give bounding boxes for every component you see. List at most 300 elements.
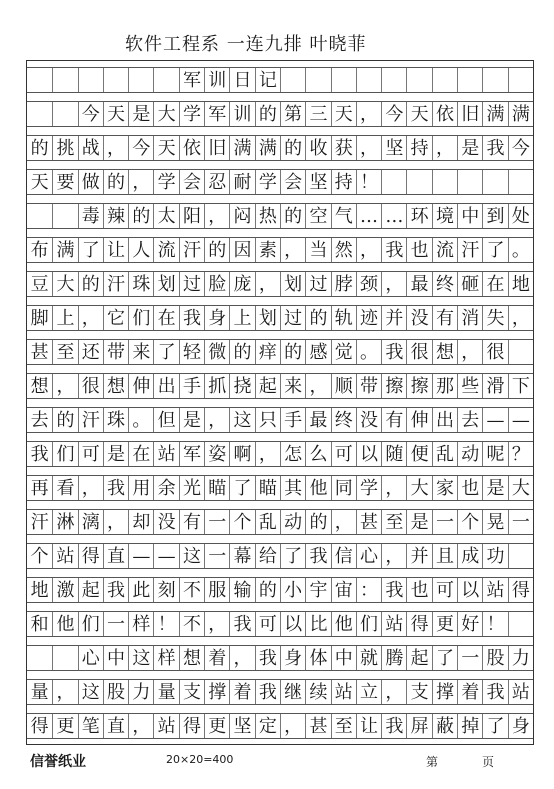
grid-cell: 中: [331, 646, 356, 670]
grid-cell: 甚: [30, 342, 49, 363]
grid-cell: ，: [331, 510, 356, 534]
grid-format-label: 20×20=400: [166, 753, 234, 766]
grid-cell: 消: [457, 306, 482, 330]
grid-cell: 站: [153, 442, 178, 466]
grid-cell: 宇: [305, 578, 330, 602]
grid-cell: 训: [229, 102, 254, 126]
grid-cell: 来: [280, 374, 305, 398]
grid-cell: 得: [508, 578, 533, 602]
grid-cell: 旧: [457, 102, 482, 126]
grid-cell: 最: [406, 272, 431, 296]
grid-cell: ，: [381, 680, 406, 704]
grid-cell: 轻: [179, 340, 204, 364]
grid-cell: 也: [457, 476, 482, 500]
grid-cell: 晃: [482, 510, 507, 534]
grid-cell: 的: [78, 272, 103, 296]
grid-cell: 一: [204, 510, 229, 534]
grid-cell: 庞: [229, 272, 254, 296]
grid-cell: 股: [103, 680, 128, 704]
grid-cell: 的: [204, 238, 229, 262]
grid-cell: 军: [204, 102, 229, 126]
grid-cell: 划: [280, 272, 305, 296]
grid-cell: 擦: [381, 374, 406, 398]
grid-cell: [457, 68, 482, 92]
grid-cell: [406, 170, 431, 194]
grid-cell: 毒: [78, 204, 103, 228]
grid-cell: 流: [432, 238, 457, 262]
grid-cell: 我: [229, 612, 254, 636]
grid-cell: 了: [153, 340, 178, 364]
grid-cell: 三: [305, 102, 330, 126]
grid-cell: 挑: [52, 136, 77, 160]
grid-cell: 用: [128, 476, 153, 500]
grid-row: [27, 101, 533, 127]
grid-cell: —: [153, 544, 178, 568]
grid-cell: 伸: [128, 374, 153, 398]
grid-cell: 幕: [229, 544, 254, 568]
grid-cell: 地: [508, 272, 533, 296]
grid-cell: 收: [305, 136, 330, 160]
grid-cell: 划: [153, 272, 178, 296]
grid-cell: 身: [280, 646, 305, 670]
grid-cell: 抓: [204, 374, 229, 398]
grid-cell: [27, 204, 52, 228]
grid-cell: 是: [103, 442, 128, 466]
grid-cell: [508, 340, 533, 364]
grid-row: [27, 509, 533, 535]
grid-cell: ，: [128, 714, 153, 738]
grid-row: [27, 305, 533, 331]
grid-cell: 汗: [179, 238, 204, 262]
grid-cell: ，: [356, 102, 381, 126]
grid-cell: —: [508, 408, 533, 432]
grid-cell: 以: [280, 612, 305, 636]
grid-cell: 腾: [381, 646, 406, 670]
grid-cell: 动: [457, 442, 482, 466]
grid-cell: 在: [128, 442, 153, 466]
grid-cell: 有: [432, 306, 457, 330]
grid-cell: 军: [179, 442, 204, 466]
grid-cell: [482, 68, 507, 92]
grid-cell: 痒: [255, 340, 280, 364]
grid-cell: 坚: [229, 714, 254, 738]
grid-cell: 站: [381, 612, 406, 636]
grid-row: [27, 135, 533, 161]
grid-cell: 是: [406, 510, 431, 534]
grid-cell: 的: [229, 340, 254, 364]
grid-cell: 这: [179, 544, 204, 568]
grid-cell: 很: [406, 340, 431, 364]
grid-cell: 满: [482, 102, 507, 126]
grid-cell: ，: [457, 340, 482, 364]
grid-cell: 我: [305, 544, 330, 568]
grid-cell: 撑: [432, 680, 457, 704]
grid-cell: 砸: [457, 272, 482, 296]
grid-cell: 甚: [356, 510, 381, 534]
grid-cell: 持: [406, 136, 431, 160]
grid-cell: 顺: [331, 374, 356, 398]
grid-cell: 这: [78, 680, 103, 704]
grid-cell: 境: [432, 204, 457, 228]
grid-cell: [457, 170, 482, 194]
grid-cell: 天: [406, 102, 431, 126]
grid-cell: —: [128, 544, 153, 568]
grid-cell: 续: [305, 680, 330, 704]
grid-cell: 更: [52, 714, 77, 738]
grid-cell: 汗: [457, 238, 482, 262]
grid-cell: 划: [255, 306, 280, 330]
grid-cell: 的: [255, 578, 280, 602]
grid-cell: 么: [305, 442, 330, 466]
grid-cell: 以: [356, 442, 381, 466]
grid-cell: [381, 68, 406, 92]
grid-cell: 瞄: [255, 476, 280, 500]
grid-cell: 也: [406, 238, 431, 262]
grid-cell: 到: [482, 204, 507, 228]
grid-cell: 随: [381, 442, 406, 466]
grid-cell: 处: [508, 204, 533, 228]
grid-cell: 呢: [482, 442, 507, 466]
grid-cell: 汗: [78, 408, 103, 432]
grid-cell: 功: [482, 544, 507, 568]
grid-cell: 怎: [280, 442, 305, 466]
grid-cell: 大: [406, 476, 431, 500]
grid-cell: 终: [432, 272, 457, 296]
grid-cell: 地: [30, 580, 49, 601]
grid-cell: ，: [381, 476, 406, 500]
grid-cell: 想: [30, 376, 49, 397]
grid-cell: 大: [153, 102, 178, 126]
grid-cell: 并: [381, 306, 406, 330]
grid-cell: [482, 170, 507, 194]
grid-cell: 刻: [153, 578, 178, 602]
grid-cell: 当: [305, 238, 330, 262]
grid-cell: 可: [432, 578, 457, 602]
grid-cell: 是: [179, 408, 204, 432]
grid-cell: 今: [508, 136, 533, 160]
grid-cell: 终: [331, 408, 356, 432]
grid-cell: 可: [78, 442, 103, 466]
grid-cell: 的: [255, 102, 280, 126]
grid-cell: 再: [30, 478, 49, 499]
grid-cell: 此: [128, 578, 153, 602]
grid-cell: 耐: [229, 170, 254, 194]
grid-cell: 起: [255, 374, 280, 398]
grid-cell: 它: [103, 306, 128, 330]
grid-cell: 样: [153, 646, 178, 670]
grid-cell: 。: [508, 238, 533, 262]
grid-cell: 。: [356, 340, 381, 364]
grid-cell: 们: [128, 306, 153, 330]
grid-cell: 上: [52, 306, 77, 330]
grid-cell: 依: [432, 102, 457, 126]
grid-cell: 挠: [229, 374, 254, 398]
grid-cell: 起: [78, 578, 103, 602]
grid-cell: 至: [52, 340, 77, 364]
grid-cell: 。: [128, 408, 153, 432]
grid-cell: 一: [103, 612, 128, 636]
grid-cell: 了: [280, 544, 305, 568]
grid-cell: ，: [305, 374, 330, 398]
grid-cell: 今: [381, 102, 406, 126]
grid-cell: [103, 68, 128, 92]
grid-cell: 记: [255, 68, 280, 92]
grid-cell: 旧: [204, 136, 229, 160]
grid-row: [27, 373, 533, 399]
grid-cell: 身: [204, 306, 229, 330]
grid-cell: 样: [128, 612, 153, 636]
grid-cell: 满: [508, 102, 533, 126]
grid-cell: 我: [103, 476, 128, 500]
grid-cell: 辣: [103, 204, 128, 228]
grid-cell: 在: [482, 272, 507, 296]
grid-cell: 我: [179, 306, 204, 330]
grid-cell: 学: [153, 170, 178, 194]
grid-cell: 支: [179, 680, 204, 704]
grid-cell: 闷: [229, 204, 254, 228]
grid-cell: 满: [52, 238, 77, 262]
grid-cell: 上: [229, 306, 254, 330]
grid-cell: 获: [331, 136, 356, 160]
grid-cell: 天: [30, 172, 49, 193]
grid-cell: 做: [78, 170, 103, 194]
grid-cell: 很: [482, 340, 507, 364]
grid-cell: 大: [52, 272, 77, 296]
grid-cell: 的: [280, 136, 305, 160]
grid-cell: 我: [482, 136, 507, 160]
grid-cell: 一: [204, 544, 229, 568]
grid-cell: 可: [255, 612, 280, 636]
grid-cell: 屏: [406, 714, 431, 738]
grid-cell: 中: [457, 204, 482, 228]
grid-cell: 我: [103, 578, 128, 602]
grid-cell: 最: [305, 408, 330, 432]
grid-cell: 滑: [482, 374, 507, 398]
grid-cell: [52, 646, 77, 670]
grid-cell: 瞄: [204, 476, 229, 500]
grid-cell: 下: [508, 374, 533, 398]
grid-cell: 以: [457, 578, 482, 602]
grid-cell: 觉: [331, 340, 356, 364]
grid-cell: 至: [381, 510, 406, 534]
grid-cell: 且: [432, 544, 457, 568]
grid-cell: 我: [381, 340, 406, 364]
grid-cell: 我: [381, 578, 406, 602]
grid-cell: [508, 170, 533, 194]
grid-cell: …: [381, 204, 406, 228]
grid-cell: 也: [406, 578, 431, 602]
grid-cell: 的: [128, 204, 153, 228]
grid-cell: ，: [356, 136, 381, 160]
grid-cell: 了: [482, 714, 507, 738]
grid-cell: [432, 68, 457, 92]
grid-cell: [508, 68, 533, 92]
grid-cell: 忍: [204, 170, 229, 194]
grid-cell: 一: [432, 510, 457, 534]
grid-cell: 更: [204, 714, 229, 738]
grid-cell: 是: [457, 136, 482, 160]
grid-cell: 起: [406, 646, 431, 670]
grid-cell: 要: [52, 170, 77, 194]
grid-cell: 漓: [78, 510, 103, 534]
grid-cell: 珠: [103, 408, 128, 432]
grid-cell: 心: [356, 544, 381, 568]
grid-cell: 还: [78, 340, 103, 364]
grid-row: [27, 577, 533, 603]
grid-cell: 手: [179, 374, 204, 398]
grid-cell: 站: [52, 544, 77, 568]
grid-cell: 环: [406, 204, 431, 228]
grid-row: [27, 237, 533, 263]
grid-cell: ，: [280, 238, 305, 262]
grid-cell: 想: [432, 340, 457, 364]
grid-cell: 让: [356, 714, 381, 738]
grid-cell: 想: [103, 374, 128, 398]
grid-cell: 和: [30, 614, 49, 635]
grid-row: [27, 441, 533, 467]
grid-cell: [305, 68, 330, 92]
grid-cell: 过: [280, 306, 305, 330]
grid-cell: 着: [204, 646, 229, 670]
grid-cell: 便: [406, 442, 431, 466]
grid-cell: 阳: [179, 204, 204, 228]
grid-cell: 坚: [305, 170, 330, 194]
grid-cell: 个: [229, 510, 254, 534]
grid-cell: 满: [255, 136, 280, 160]
grid-cell: ！: [356, 170, 381, 194]
grid-cell: ，: [381, 272, 406, 296]
grid-cell: 支: [406, 680, 431, 704]
grid-cell: 太: [153, 204, 178, 228]
grid-cell: 因: [229, 238, 254, 262]
grid-cell: 同: [331, 476, 356, 500]
grid-cell: 学: [255, 170, 280, 194]
grid-cell: 微: [204, 340, 229, 364]
grid-cell: 过: [179, 272, 204, 296]
grid-cell: 着: [457, 680, 482, 704]
grid-cell: 其: [280, 476, 305, 500]
grid-cell: ，: [204, 612, 229, 636]
grid-cell: 素: [255, 238, 280, 262]
grid-cell: 带: [356, 374, 381, 398]
grid-cell: 学: [356, 476, 381, 500]
grid-row: [27, 203, 533, 229]
grid-cell: 着: [229, 680, 254, 704]
grid-cell: 宙: [331, 578, 356, 602]
author-class-line: 软件工程系 一连九排 叶晓菲: [125, 34, 367, 55]
page-label-ye: 页: [482, 755, 495, 769]
grid-cell: 了: [78, 238, 103, 262]
grid-row: [27, 679, 533, 705]
grid-cell: 继: [280, 680, 305, 704]
grid-cell: 蔽: [432, 714, 457, 738]
grid-cell: 出: [153, 374, 178, 398]
grid-cell: 伸: [406, 408, 431, 432]
grid-cell: [52, 68, 77, 92]
grid-cell: ，: [280, 714, 305, 738]
grid-cell: 体: [305, 646, 330, 670]
grid-cell: 但: [153, 408, 178, 432]
grid-cell: 的: [52, 408, 77, 432]
grid-cell: [356, 68, 381, 92]
grid-cell: 依: [179, 136, 204, 160]
grid-cell: 迹: [356, 306, 381, 330]
grid-cell: ，: [432, 136, 457, 160]
grid-cell: 颈: [356, 272, 381, 296]
grid-cell: 过: [305, 272, 330, 296]
grid-cell: [432, 170, 457, 194]
grid-cell: 动: [280, 510, 305, 534]
grid-cell: 至: [331, 714, 356, 738]
grid-row: [27, 475, 533, 501]
grid-cell: 余: [153, 476, 178, 500]
grid-cell: 个: [30, 546, 49, 567]
grid-cell: ，: [204, 204, 229, 228]
grid-cell: ！: [482, 612, 507, 636]
grid-cell: 军: [179, 68, 204, 92]
grid-cell: 让: [103, 238, 128, 262]
grid-cell: 更: [432, 612, 457, 636]
grid-cell: 看: [52, 476, 77, 500]
grid-cell: [406, 68, 431, 92]
grid-cell: 脖: [331, 272, 356, 296]
grid-cell: 信: [331, 544, 356, 568]
grid-row: [27, 169, 533, 195]
grid-row: [27, 713, 533, 739]
grid-cell: 今: [78, 102, 103, 126]
grid-cell: 力: [508, 646, 533, 670]
grid-cell: —: [482, 408, 507, 432]
grid-cell: 中: [103, 646, 128, 670]
grid-cell: ，: [52, 680, 77, 704]
grid-cell: ，: [204, 408, 229, 432]
grid-cell: ，: [128, 170, 153, 194]
grid-cell: 大: [508, 476, 533, 500]
grid-cell: 那: [432, 374, 457, 398]
grid-cell: 量: [30, 682, 49, 703]
grid-cell: 掉: [457, 714, 482, 738]
grid-cell: 战: [78, 136, 103, 160]
grid-row: [27, 645, 533, 671]
grid-cell: ，: [78, 476, 103, 500]
grid-cell: 得: [78, 544, 103, 568]
grid-row: [27, 407, 533, 433]
grid-cell: 的: [30, 138, 49, 159]
grid-cell: 学: [179, 102, 204, 126]
grid-cell: ，: [229, 646, 254, 670]
grid-cell: 满: [229, 136, 254, 160]
grid-cell: [27, 102, 52, 126]
grid-cell: 的: [305, 510, 330, 534]
grid-cell: 热: [255, 204, 280, 228]
grid-cell: 他: [305, 476, 330, 500]
grid-cell: 第: [280, 102, 305, 126]
grid-cell: 成: [457, 544, 482, 568]
grid-cell: 并: [406, 544, 431, 568]
grid-row: [27, 611, 533, 637]
grid-cell: 一: [457, 646, 482, 670]
grid-cell: 人: [128, 238, 153, 262]
grid-cell: 我: [482, 680, 507, 704]
grid-cell: 去: [30, 410, 49, 431]
grid-cell: [280, 68, 305, 92]
grid-cell: 们: [52, 442, 77, 466]
grid-cell: 失: [482, 306, 507, 330]
grid-cell: [508, 544, 533, 568]
paper-brand: 信誉纸业: [30, 754, 86, 770]
grid-cell: [52, 204, 77, 228]
grid-cell: 的: [280, 340, 305, 364]
